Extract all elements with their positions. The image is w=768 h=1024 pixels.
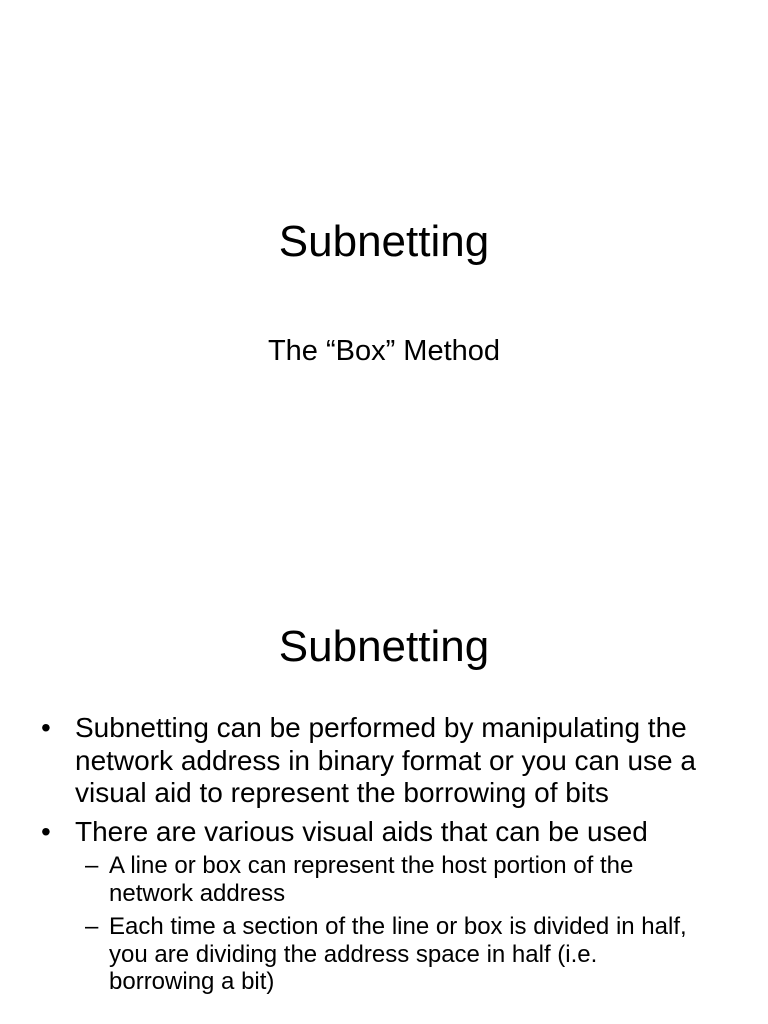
bullet-item xyxy=(0,712,768,810)
slide-subtitle: The “Box” Method xyxy=(267,335,501,367)
bullet-marker: • xyxy=(41,712,51,743)
bullet-text: Subnetting can be performed by manipulating the network address in binary format or you can use a visual aid to represent the borrowing of bits xyxy=(75,712,696,808)
sub-bullet-item xyxy=(85,913,738,996)
sub-bullet-marker: – xyxy=(85,852,99,879)
sub-bullet-item xyxy=(85,852,738,907)
bullet-text: There are various visual aids that can be used xyxy=(75,815,648,847)
bullet-list xyxy=(0,712,768,1002)
bullet-item xyxy=(0,816,768,996)
content-slide xyxy=(0,576,768,1024)
slide-title: Subnetting xyxy=(278,622,490,671)
sub-bullet-text: A line or box can represent the host portion of the network address xyxy=(109,852,634,907)
bullet-marker: • xyxy=(41,815,51,847)
slide-title: Subnetting xyxy=(278,217,490,266)
sub-bullet-marker: – xyxy=(85,913,99,940)
sub-bullet-list xyxy=(75,852,738,996)
sub-bullet-text: Each time a section of the line or box is divided in half, you are dividing the address space in half (i.e. borrowing a bit) xyxy=(109,913,687,995)
